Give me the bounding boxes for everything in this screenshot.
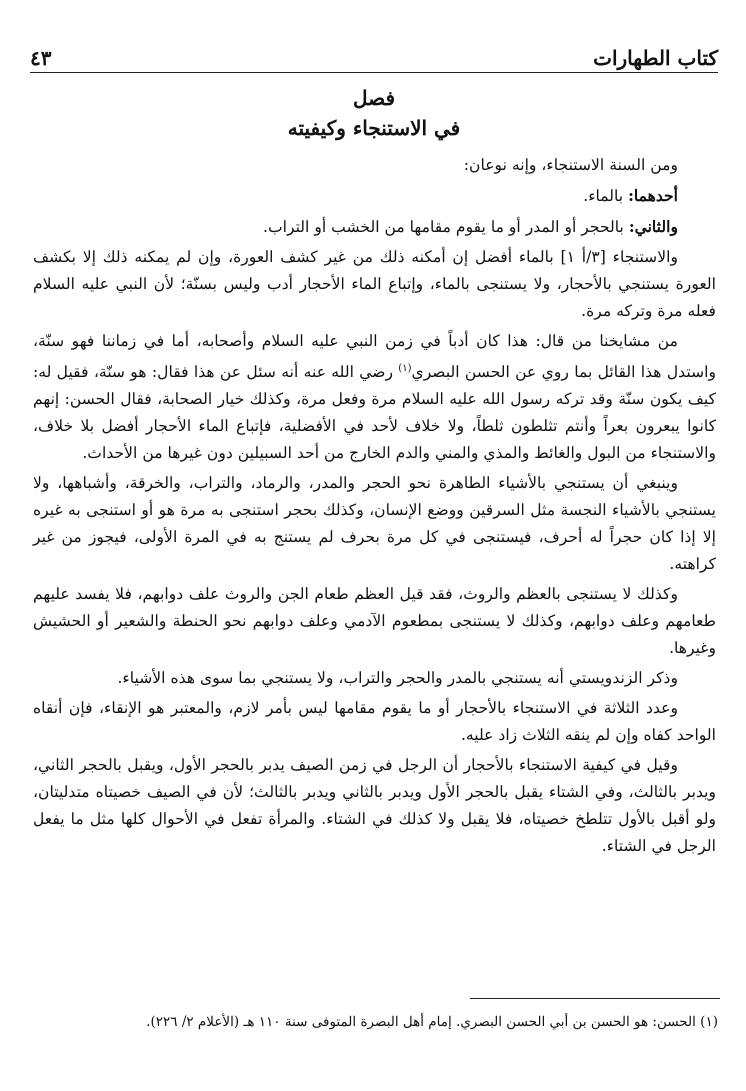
term-label: أحدهما: bbox=[628, 186, 678, 205]
paragraph-text: رضي الله عنه أنه سئل عن هذا فقال: هو سنّة، فقيل له: كيف يكون سنّة وقد تركه رسول الله عليه السلام مرة وفعل مرة، وكذلك خيار الصحابة، فقال الحسن: إنهم كانوا يبعرون بعراً وأنتم تثلطون ثلطاً، ولا خلاف لأحد في الأفضلية، فإتباع الماء الأحجار أفضل بلا خلاف، والاستنجاء من البول والغائط والمذي والمني والدم الخارج من أحد السبيلين دون غيرها من الأحداث. bbox=[33, 363, 716, 463]
section-heading: فصل bbox=[352, 86, 396, 110]
paragraph: والاستنجاء [٣/أ ١] بالماء أفضل إن أمكنه ذلك من غير كشف العورة، وإن لم يمكنه ذلك إلا بكشف العورة يستنجي بالأحجار، ولا يستنجى بالماء، وإتباع الماء الأحجار أدب وليس بسنّة؛ لأن النبي عليه السلام فعله مرة وتركه مرة. bbox=[33, 248, 716, 320]
header-rule bbox=[30, 72, 718, 73]
paragraph: وعدد الثلاثة في الاستنجاء بالأحجار أو ما يقوم مقامها ليس بأمر لازم، والمعتبر هو الإنقاء، فإن أنقاه الواحد كفاه وإن لم ينقه الثلاث زاد عليه. bbox=[33, 699, 716, 745]
footnote: (١) الحسن: هو الحسن بن أبي الحسن البصري. إمام أهل البصرة المتوفى سنة ١١٠ هـ (الأعلام ٢/ ٢٢٦). bbox=[146, 1014, 718, 1030]
page-header bbox=[30, 30, 718, 70]
section-subtitle: في الاستنجاء وكيفيته bbox=[287, 116, 461, 140]
paragraph bbox=[33, 182, 716, 210]
paragraph-text: بالماء. bbox=[583, 187, 629, 205]
paragraph bbox=[33, 213, 716, 241]
paragraph: وقيل في كيفية الاستنجاء بالأحجار أن الرجل في زمن الصيف يدبر بالحجر الأول، ويقبل بالحجر الثاني، ويدبر بالثالث، وفي الشتاء يقبل بالحجر الأول ويدبر بالثاني ويدبر بالثالث؛ لأن في الصيف خصيتاه متدليتان، ولو أقبل بالأول تتلطخ خصيتاه، فلا يقبل ولا كذلك في الشتاء. والمرأة تفعل في الأحوال كلها مثل ما يفعل الرجل في الشتاء. bbox=[33, 756, 716, 856]
paragraph: وذكر الزندويستي أنه يستنجي بالمدر والحجر والتراب، ولا يستنجي بما سوى هذه الأشياء. bbox=[117, 669, 678, 688]
running-title: كتاب الطهارات bbox=[593, 46, 718, 70]
paragraph-text: من مشايخنا من قال: هذا كان أدباً في زمن النبي عليه السلام وأصحابه، أما في زماننا فهو سنّة، واستدل هذا القائل بما روي عن الحسن البصري bbox=[33, 332, 716, 382]
paragraph: وينبغي أن يستنجي بالأشياء الطاهرة نحو الحجر والمدر، والرماد، والتراب، والخرقة، وأشباهها، ولا يستنجي بالأشياء النجسة مثل السرقين ووضع الإنسان، وكذلك بحجر استنجى به مرة هو أو استنجى به غيره إلا إذا كان حجراً له أحرف، فيستنجى في كل مرة بحرف لم يستنج به في المرة الأولى، فيجوز من غير كراهته. bbox=[33, 474, 716, 574]
footnote-rule bbox=[470, 998, 720, 999]
paragraph: ومن السنة الاستنجاء، وإنه نوعان: bbox=[463, 156, 678, 174]
body-text bbox=[33, 152, 716, 863]
paragraph bbox=[33, 328, 716, 467]
paragraph-text: بالحجر أو المدر أو ما يقوم مقامها من الخشب أو التراب. bbox=[263, 218, 629, 236]
footnote-marker[interactable]: (١) bbox=[398, 363, 412, 374]
page-number: ٤٣ bbox=[30, 46, 52, 70]
paragraph: وكذلك لا يستنجى بالعظم والروث، فقد قيل العظم طعام الجن والروث علف دوابهم، فلا يفسد عليهم طعامهم وعلف دوابهم، وكذلك لا يستنجى بمطعوم الآدمي وعلف دوابهم نحو الحنطة والشعير أو الحشيش وغيرها. bbox=[33, 585, 716, 658]
term-label: والثاني: bbox=[628, 217, 678, 236]
